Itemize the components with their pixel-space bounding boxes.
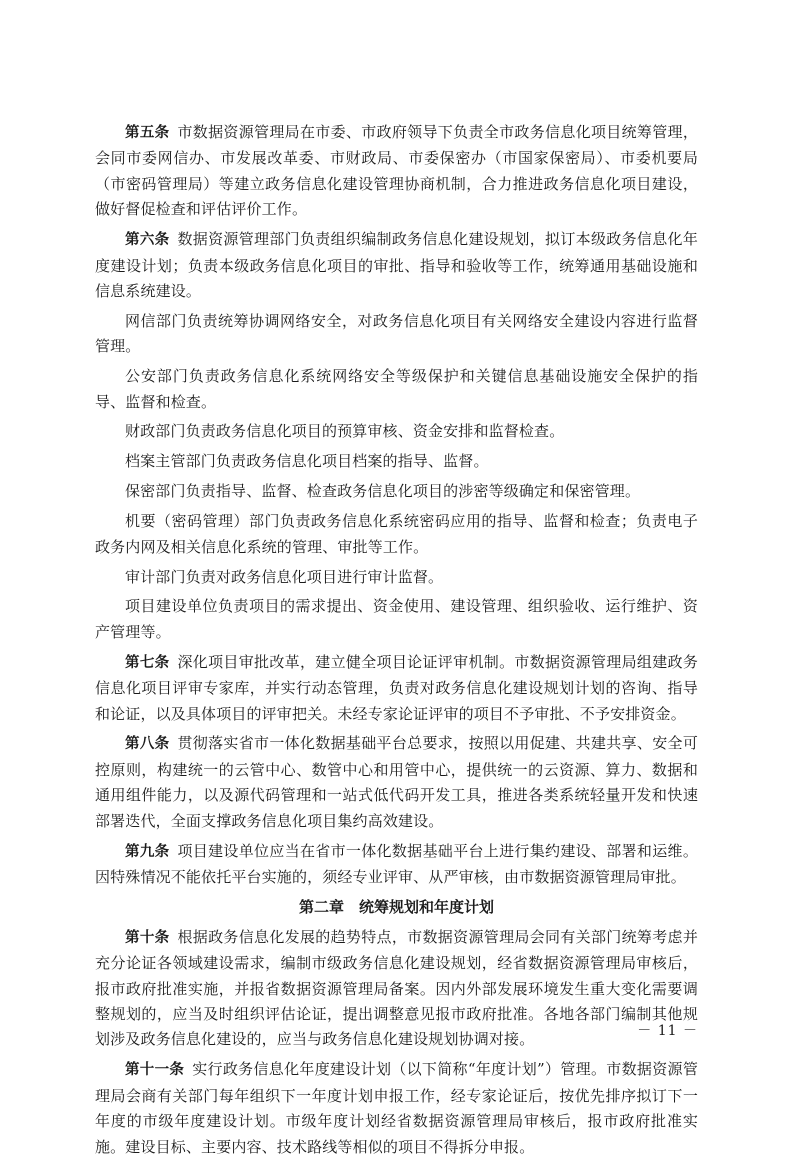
- paragraph-baomi: 保密部门负责指导、监督、检查政务信息化项目的涉密等级确定和保密管理。: [125, 482, 641, 501]
- article-6-text: 数据资源管理部门负责组织编制政务信息化建设规划，拟订本级政务信息化年度建设计划；负责本级政务信息化项目的审批、指导和验收等工作，统筹通用基础设施和信息系统建设。: [95, 230, 698, 300]
- article-5-heading: 第五条: [125, 125, 170, 141]
- paragraph-danwei: 项目建设单位负责项目的需求提出、资金使用、建设管理、组织验收、运行维护、资产管理等。: [95, 597, 698, 641]
- paragraph-jiyao: 机要（密码管理）部门负责政务信息化系统密码应用的指导、监督和检查；负责电子政务内网及相关信息化系统的管理、审批等工作。: [95, 512, 698, 556]
- document-body: [95, 120, 698, 1164]
- paragraph-dangan: 档案主管部门负责政务信息化项目档案的指导、监督。: [125, 452, 489, 471]
- article-5: [95, 120, 698, 223]
- article-6: [95, 227, 698, 304]
- paragraph-gongan: 公安部门负责政务信息化系统网络安全等级保护和关键信息基础设施安全保护的指导、监督和检查。: [95, 367, 698, 411]
- article-7: [95, 650, 698, 727]
- article-5-text: 市数据资源管理局在市委、市政府领导下负责全市政务信息化项目统筹管理，会同市委网信办、市发展改革委、市财政局、市委保密办（市国家保密局）、市委机要局（市密码管理局）等建立政务信息化建设管理协商机制，合力推进政务信息化项目建设，做好督促检查和评估评价工作。: [95, 123, 698, 219]
- chapter-heading: 第二章 统筹规划和年度计划: [298, 897, 494, 916]
- article-11: [95, 1057, 698, 1160]
- article-9: [95, 839, 698, 891]
- paragraph-shenji: 审计部门负责对政务信息化项目进行审计监督。: [125, 567, 444, 586]
- paragraph-caizheng: 财政部门负责政务信息化项目的预算审核、资金安排和监督检查。: [125, 422, 565, 441]
- page-number: － 11 －: [637, 1023, 698, 1039]
- article-10: [95, 925, 698, 1053]
- article-7-text: 深化项目审批改革，建立健全项目论证评审机制。市数据资源管理局组建政务信息化项目评审专家库，并实行动态管理，负责对政务信息化建设规划计划的咨询、指导和论证，以及具体项目的评审把关。未经专家论证评审的项目不予审批、不予安排资金。: [95, 652, 698, 723]
- article-8: [95, 731, 698, 834]
- article-7-heading: 第七条: [125, 654, 170, 671]
- article-9-heading: 第九条: [125, 843, 170, 860]
- article-9-text: 项目建设单位应当在省市一体化数据基础平台上进行集约建设、部署和运维。因特殊情况不能依托平台实施的，须经专业评审、从严审核，由市数据资源管理局审批。: [95, 841, 698, 886]
- article-11-heading: 第十一条: [125, 1062, 185, 1079]
- article-11-text: 实行政务信息化年度建设计划（以下简称“年度计划”）管理。市数据资源管理局会商有关部门每年组织下一年度计划申报工作，经专家论证后，按优先排序拟订下一年度的市级年度建设计划。市级年度计划经省数据资源管理局审核后，报市政府批准实施。建设目标、主要内容、技术路线等相似的项目不得拆分申报。: [95, 1060, 698, 1156]
- article-10-text: 根据政务信息化发展的趋势特点，市数据资源管理局会同有关部门统筹考虑并充分论证各领域建设需求，编制市级政务信息化建设规划，经省数据资源管理局审核后，报市政府批准实施，并报省数据资源管理局备案。因内外部发展环境发生重大变化需要调整规划的，应当及时组织评估论证，提出调整意见报市政府批准。各地各部门编制其他规划涉及政务信息化建设的，应当与政务信息化建设规划协调对接。: [95, 927, 698, 1049]
- article-8-text: 贯彻落实省市一体化数据基础平台总要求，按照以用促建、共建共享、安全可控原则，构建统一的云管中心、数管中心和用管中心，提供统一的云资源、算力、数据和通用组件能力，以及源代码管理和一站式低代码开发工具，推进各类系统轻量开发和快速部署迭代，全面支撑政务信息化项目集约高效建设。: [95, 734, 698, 830]
- article-6-heading: 第六条: [125, 232, 170, 249]
- article-10-heading: 第十条: [125, 929, 170, 946]
- paragraph-wangxin: 网信部门负责统筹协调网络安全，对政务信息化项目有关网络安全建设内容进行监督管理。: [95, 311, 698, 356]
- article-8-heading: 第八条: [125, 736, 170, 753]
